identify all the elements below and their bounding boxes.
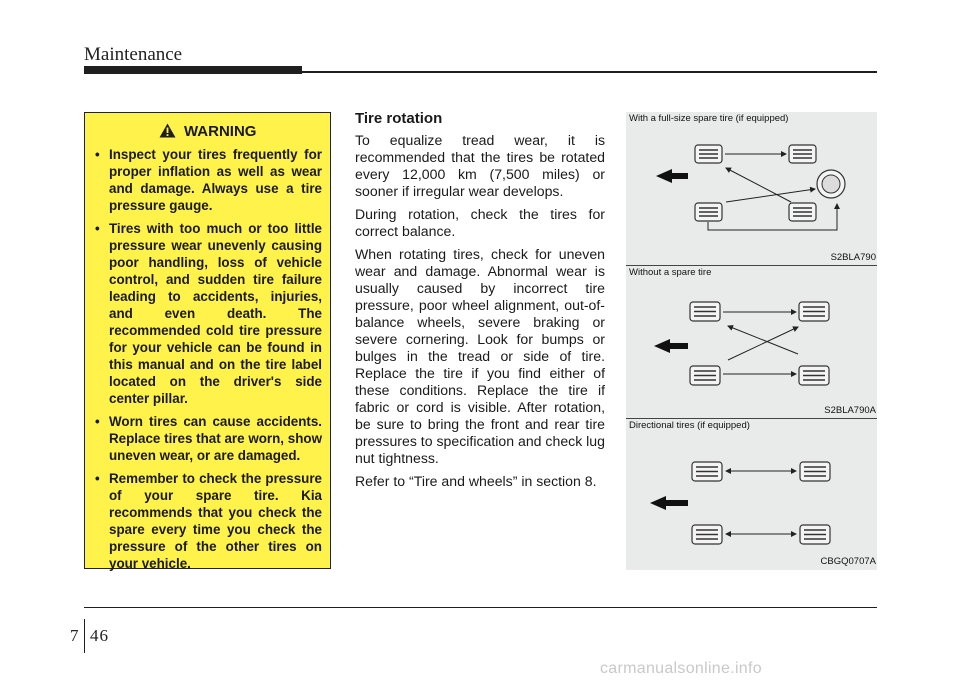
page-number: 46: [90, 626, 109, 645]
figure-directional-tires: [626, 419, 877, 570]
tire-rotation-section: [355, 110, 605, 496]
warning-item: • Tires with too much or too little pressure wear unevenly causing poor handling, loss of vehicle control, and sudden tire failure leading to accidents, injuries, and even death. The recommended cold tire pressure for your vehicle can be found in this manual and on the tire label located on the driver's side center pillar.: [91, 220, 322, 407]
figure-code: CBGQ0707A: [820, 556, 876, 567]
body-paragraph: Refer to “Tire and wheels” in section 8.: [355, 473, 597, 489]
rotation-diagram-with-spare: [626, 112, 877, 266]
rotation-diagram-directional: [626, 419, 877, 570]
warning-title: WARNING: [183, 123, 257, 140]
header-rule-thick: [84, 66, 302, 74]
rotation-diagram-without-spare: [626, 266, 877, 419]
watermark-text: carmanualsonline.info: [600, 660, 762, 677]
warning-box: [84, 112, 331, 569]
header-rule-thin: [302, 71, 877, 73]
figure-code: S2BLA790: [830, 252, 876, 263]
warning-item: • Remember to check the pressure of your spare tire. Kia recommends that you check the spare every time you check the pressure of the other tires on your vehicle.: [91, 470, 322, 572]
footer-rule: [84, 607, 877, 608]
page-header-title: Maintenance: [84, 44, 183, 65]
warning-item: • Worn tires can cause accidents. Replace tires that are worn, show uneven wear, or are damaged.: [91, 413, 322, 464]
body-paragraph: When rotating tires, check for uneven wear and damage. Abnormal wear is usually caused by incorrect tire pressure, poor wheel alignment, out-of-balance wheels, severe braking or severe cornering. Look for bumps or bulges in the tread or side of tire. Replace the tire if you find either of these conditions. Replace the tire if fabric or cord is visible. After rotation, be sure to bring the front and rear tire pressures to specification and check lug nut tightness.: [355, 246, 605, 466]
warning-item: • Inspect your tires frequently for proper inflation as well as wear and damage. Always use a tire pressure gauge.: [91, 146, 322, 214]
chapter-number: 7: [70, 626, 79, 645]
figure-caption: Without a spare tire: [629, 267, 712, 278]
body-paragraph: To equalize tread wear, it is recommended that the tires be rotated every 12,000 km (7,500 miles) or sooner if irregular wear develops.: [355, 132, 605, 199]
warning-header: [85, 123, 330, 141]
figure-full-size-spare: [626, 112, 877, 266]
footer-separator: [84, 619, 85, 653]
figure-caption: Directional tires (if equipped): [629, 420, 750, 431]
section-heading: Tire rotation: [355, 110, 443, 127]
warning-triangle-icon: [159, 123, 176, 138]
figure-without-spare: [626, 266, 877, 419]
body-paragraph: During rotation, check the tires for correct balance.: [355, 206, 605, 239]
figure-caption: With a full-size spare tire (if equipped): [629, 113, 789, 124]
warning-list: [91, 146, 322, 578]
figure-code: S2BLA790A: [824, 405, 876, 416]
